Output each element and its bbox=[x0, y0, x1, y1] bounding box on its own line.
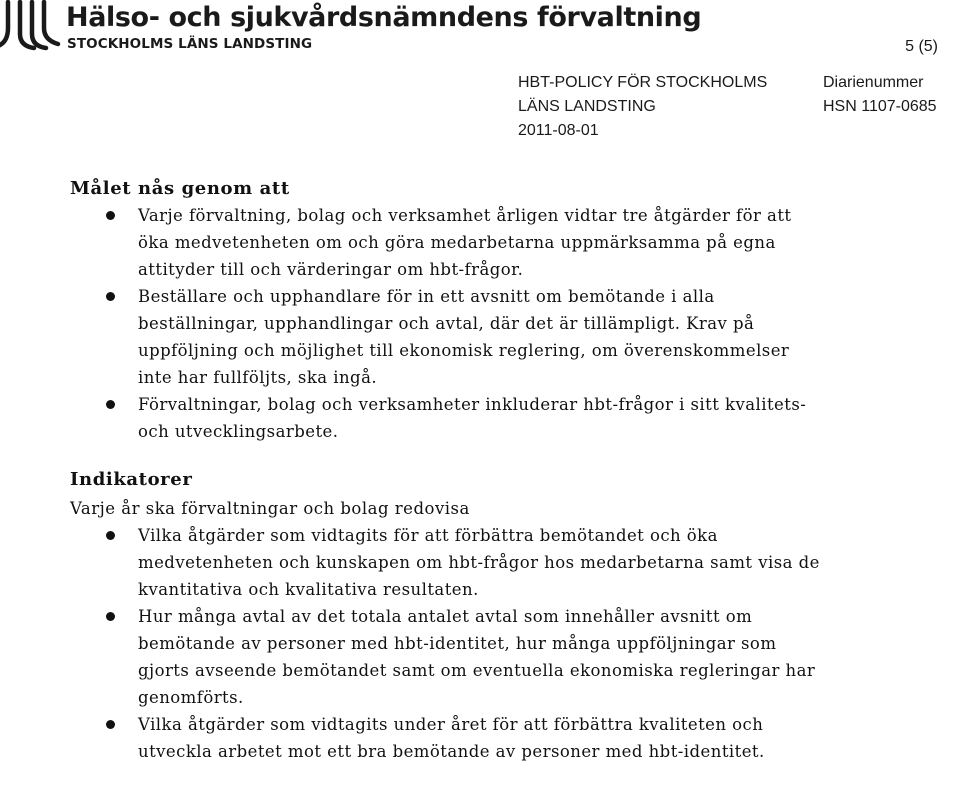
indicators-intro: Varje år ska förvaltningar och bolag redovisa bbox=[70, 499, 470, 518]
org-name: Hälso- och sjukvårdsnämndens förvaltning bbox=[66, 2, 702, 33]
list-item-text: Beställare och upphandlare för in ett avsnitt om bemötande i alla beställningar, upphandlingar och avtal, där det är tillämpligt. Krav på uppföljning och möjlighet till ekonomisk reglering, om överenskommelser inte har fullföljts, ska ingå. bbox=[138, 287, 790, 387]
bullet-icon bbox=[106, 612, 115, 621]
registration-label: Diarienummer bbox=[823, 74, 924, 91]
doc-title-line2: LÄNS LANDSTING bbox=[518, 98, 656, 115]
list-item-text: Hur många avtal av det totala antalet avtal som innehåller avsnitt om bemötande av personer med hbt-identitet, hur många uppföljningar som gjorts avseende bemötandet samt om eventuella ekonomiska regleringar har genomförts. bbox=[138, 607, 816, 707]
bullet-icon bbox=[106, 211, 115, 220]
registration-number: HSN 1107-0685 bbox=[823, 98, 937, 115]
org-subtitle: STOCKHOLMS LÄNS LANDSTING bbox=[67, 36, 313, 52]
goal-heading: Målet nås genom att bbox=[70, 178, 290, 199]
list-item-text: Varje förvaltning, bolag och verksamhet årligen vidtar tre åtgärder för att öka medvetenheten om och göra medarbetarna uppmärksamma på egna attityder till och värderingar om hbt-frågor. bbox=[138, 206, 792, 279]
list-item-text: Vilka åtgärder som vidtagits under året för att förbättra kvaliteten och utveckla arbetet mot ett bra bemötande av personer med hbt-identitet. bbox=[138, 715, 765, 761]
bullet-icon bbox=[106, 292, 115, 301]
doc-date: 2011-08-01 bbox=[518, 122, 599, 139]
list-item bbox=[70, 391, 828, 445]
page-number: 5 (5) bbox=[905, 38, 938, 55]
list-item bbox=[70, 202, 828, 283]
list-item bbox=[70, 283, 828, 391]
list-item bbox=[70, 522, 828, 603]
landsting-logo-icon bbox=[0, 0, 62, 52]
list-item bbox=[70, 603, 828, 711]
goal-list bbox=[70, 202, 930, 445]
doc-meta-left bbox=[518, 71, 767, 143]
list-item-text: Förvaltningar, bolag och verksamheter inkluderar hbt-frågor i sitt kvalitets- och utvecklingsarbete. bbox=[138, 395, 807, 441]
bullet-icon bbox=[106, 720, 115, 729]
bullet-icon bbox=[106, 531, 115, 540]
doc-meta-right bbox=[823, 71, 937, 119]
indicators-list bbox=[70, 522, 930, 765]
doc-title-line1: HBT-POLICY FÖR STOCKHOLMS bbox=[518, 74, 768, 91]
list-item bbox=[70, 711, 828, 765]
bullet-icon bbox=[106, 400, 115, 409]
indicators-heading: Indikatorer bbox=[70, 469, 193, 490]
document-body bbox=[70, 176, 930, 765]
list-item-text: Vilka åtgärder som vidtagits för att förbättra bemötandet och öka medvetenheten och kunskapen om hbt-frågor hos medarbetarna samt visa de kvantitativa och kvalitativa resultaten. bbox=[138, 526, 820, 599]
